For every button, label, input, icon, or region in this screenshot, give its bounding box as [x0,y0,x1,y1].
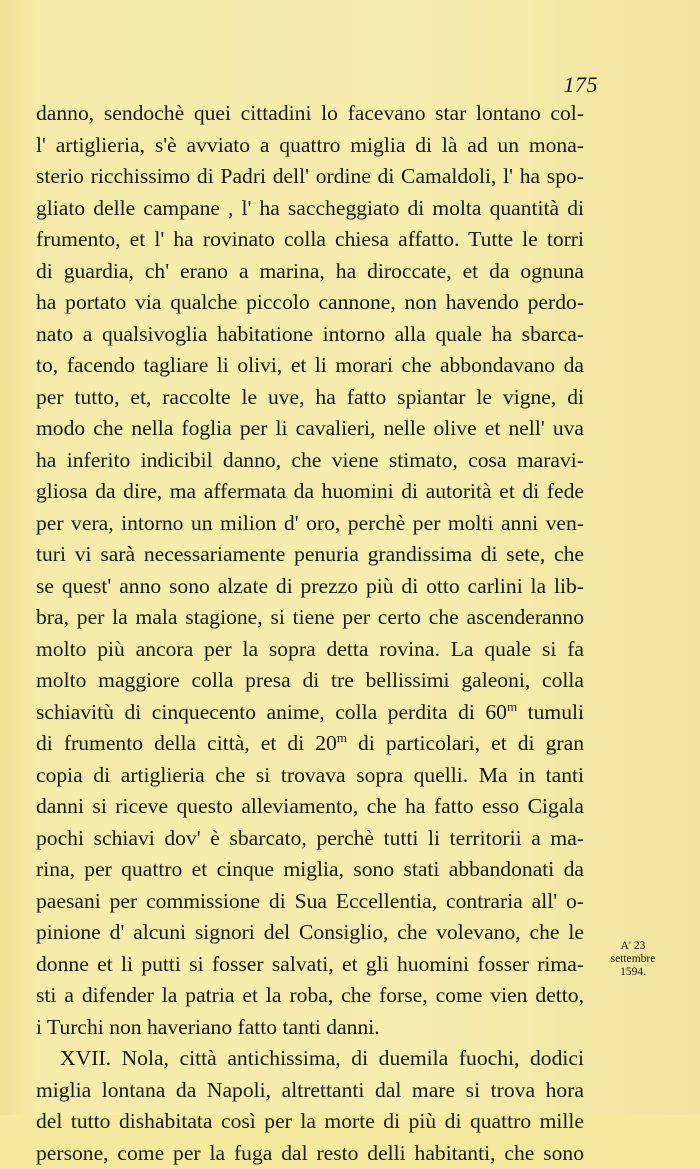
text-line: donne et li putti si fosser salvati, et gli huomini fosser rima- [36,949,584,981]
text-line: to, facendo tagliare li olivi, et li morari che abbondavano da [36,350,584,382]
text-line: se quest' anno sono alzate di prezzo più di otto carlini la lib- [36,571,584,603]
text-line: per tutto, et, raccolte le uve, ha fatto spiantar le vigne, di [36,382,584,414]
text-line: frumento, et l' ha rovinato colla chiesa affatto. Tutte le torri [36,224,584,256]
superscript: m [507,699,517,714]
text-line: molto più ancora per la sopra detta rovina. La quale si fa [36,634,584,666]
text-line: miglia lontana da Napoli, altrettanti dal mare si trova hora [36,1075,584,1107]
text-line: di guardia, ch' erano a marina, ha diroccate, et da ognuna [36,256,584,288]
text-line: gliosa da dire, ma affermata da huomini di autorità et di fede [36,476,584,508]
margin-note-line: settembre [596,953,670,966]
text-line: copia di artiglieria che si trovava sopra quelli. Ma in tanti [36,760,584,792]
text-line: paesani per commissione di Sua Eccellentia, contraria all' o- [36,886,584,918]
text-line: danni si riceve questo alleviamento, che ha fatto esso Cigala [36,791,584,823]
text-line: pochi schiavi dov' è sbarcato, perchè tutti li territorii a ma- [36,823,584,855]
margin-note-line: 1594. [596,966,670,979]
text-line: ha portato via qualche piccolo cannone, non havendo perdo- [36,287,584,319]
text-line-with-superscript [36,697,584,729]
text-line: ha inferito indicibil danno, che viene stimato, cosa maravi- [36,445,584,477]
text-line: molto maggiore colla presa di tre bellissimi galeoni, colla [36,665,584,697]
text-line: rina, per quattro et cinque miglia, sono stati abbandonati da [36,854,584,886]
text-line: bra, per la mala stagione, si tiene per certo che ascenderanno [36,602,584,634]
text-line: per vera, intorno un milion d' oro, perchè per molti anni ven- [36,508,584,540]
text-line: del tutto dishabitata così per la morte di più di quattro mille [36,1106,584,1138]
margin-date-note [596,940,670,979]
text-segment: di particolari, et di gran [347,731,584,755]
text-segment: schiavitù di cinquecento anime, colla perdita di 60 [36,700,507,724]
body-text [36,98,584,1169]
text-line: pinione d' alcuni signori del Consiglio, che volevano, che le [36,917,584,949]
text-line-with-superscript [36,728,584,760]
text-line: i Turchi non haveriano fatto tanti danni. [36,1012,584,1044]
text-line: sti a difender la patria et la roba, che forse, come vien detto, [36,980,584,1012]
text-line: nato a qualsivoglia habitatione intorno alla quale ha sbarca- [36,319,584,351]
page-number: 175 [564,72,599,98]
text-line: persone, come per la fuga dal resto delli habitanti, che sono [36,1138,584,1169]
section-start-line: XVII. Nola, città antichissima, di duemila fuochi, dodici [36,1043,584,1075]
text-line: modo che nella foglia per li cavalieri, nelle olive et nell' uva [36,413,584,445]
text-line: sterio ricchissimo di Padri dell' ordine di Camaldoli, l' ha spo- [36,161,584,193]
margin-note-line: A' 23 [596,940,670,953]
text-line: turi vi sarà necessariamente penuria grandissima di sete, che [36,539,584,571]
text-line: l' artiglieria, s'è avviato a quattro miglia di là ad un mona- [36,130,584,162]
text-line: gliato delle campane , l' ha saccheggiato di molta quantità di [36,193,584,225]
text-segment: tumuli [517,700,584,724]
text-segment: di frumento della città, et di 20 [36,731,337,755]
superscript: m [337,730,347,745]
text-line: danno, sendochè quei cittadini lo facevano star lontano col- [36,98,584,130]
